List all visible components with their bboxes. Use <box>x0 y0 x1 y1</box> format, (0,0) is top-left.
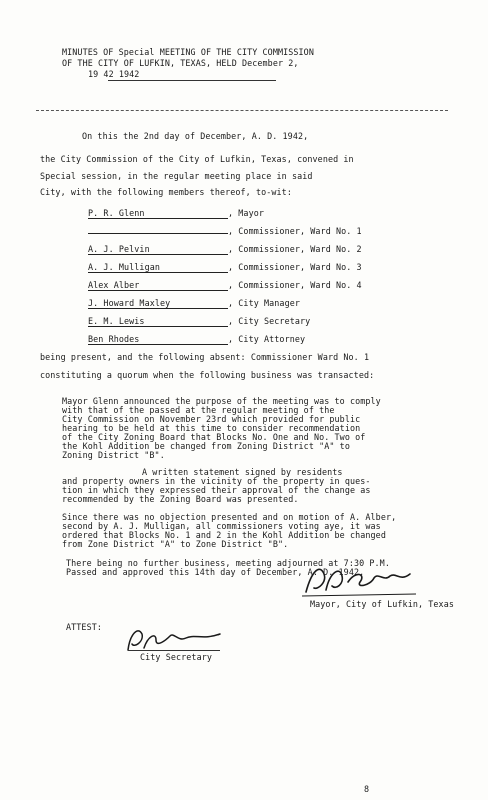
member-name: J. Howard Maxley <box>88 298 228 309</box>
mayor-signature <box>300 560 420 600</box>
body-p2-line: A written statement signed by residents <box>142 467 343 477</box>
present-line1: being present, and the following absent: Commissioner Ward No. 1 <box>40 352 370 362</box>
body-p4-line: There being no further business, meeting adjourned at 7:30 P.M. <box>66 558 390 568</box>
member-title: , Mayor <box>228 208 264 218</box>
body-p1-line: City Commission on November 23rd which provided for public <box>62 414 361 424</box>
body-p3-line: Since there was no objection presented and on motion of A. Alber, <box>62 512 397 522</box>
body-p3-line: second by A. J. Mulligan, all commissioners voting aye, it was <box>62 521 381 531</box>
member-row <box>88 244 362 255</box>
member-title: , Commissioner, Ward No. 1 <box>228 226 362 236</box>
minutes-header-line2: OF THE CITY OF LUFKIN, TEXAS, HELD December 2, <box>62 58 299 68</box>
member-title: , City Manager <box>228 298 300 308</box>
member-row <box>88 226 362 236</box>
member-row <box>88 208 264 219</box>
member-name: P. R. Glenn <box>88 208 228 219</box>
mayor-title: Mayor, City of Lufkin, Texas <box>310 599 454 609</box>
intro-line2: the City Commission of the City of Lufkin, Texas, convened in <box>40 154 354 164</box>
body-p1-line: hearing to be held at this time to consider recommendation <box>62 423 361 433</box>
intro-line1: On this the 2nd day of December, A. D. 1942, <box>82 131 309 141</box>
minutes-header-line3: 19 42 1942 <box>88 69 140 79</box>
member-name: A. J. Mulligan <box>88 262 228 273</box>
member-name: Ben Rhodes <box>88 334 228 345</box>
member-row <box>88 316 310 327</box>
body-p2-line: tion in which they expressed their approval of the change as <box>62 485 371 495</box>
secretary-title: City Secretary <box>140 652 212 662</box>
minutes-header-line1: MINUTES OF Special MEETING OF THE CITY COMMISSION <box>62 47 314 57</box>
attest-label: ATTEST: <box>66 622 102 632</box>
body-p3-line: from Zone District "A" to Zone District "B". <box>62 539 289 549</box>
header-underline <box>108 80 276 81</box>
member-title: , City Attorney <box>228 334 306 344</box>
member-name: A. J. Pelvin <box>88 244 228 255</box>
member-title: , Commissioner, Ward No. 2 <box>228 244 362 254</box>
header-divider <box>36 110 448 111</box>
member-name <box>88 233 228 234</box>
member-row <box>88 262 362 273</box>
page-marker: 8 <box>364 784 370 794</box>
member-name: Alex Alber <box>88 280 228 291</box>
member-row <box>88 280 362 291</box>
body-p3-line: ordered that Blocks No. 1 and 2 in the Kohl Addition be changed <box>62 530 386 540</box>
body-p1-line: of the City Zoning Board that Blocks No. One and No. Two of <box>62 432 366 442</box>
member-row <box>88 298 300 309</box>
intro-line4: City, with the following members thereof, to-wit: <box>40 187 292 197</box>
member-row <box>88 334 305 345</box>
member-title: , Commissioner, Ward No. 3 <box>228 262 362 272</box>
body-p1-line: Zoning District "B". <box>62 450 165 460</box>
body-p4-line: Passed and approved this 14th day of December, A. D. 1942. <box>66 567 365 577</box>
intro-line3: Special session, in the regular meeting place in said <box>40 171 313 181</box>
body-p1-line: with that of the passed at the regular meeting of the <box>62 405 335 415</box>
body-p1-line: the Kohl Addition be changed from Zoning District "A" to <box>62 441 350 451</box>
member-title: , Commissioner, Ward No. 4 <box>228 280 362 290</box>
present-line2: constituting a quorum when the following business was transacted: <box>40 370 375 380</box>
member-name: E. M. Lewis <box>88 316 228 327</box>
body-p2-line: recommended by the Zoning Board was presented. <box>62 494 299 504</box>
body-p2-line: and property owners in the vicinity of the property in ques- <box>62 476 371 486</box>
member-title: , City Secretary <box>228 316 311 326</box>
body-p1-line: Mayor Glenn announced the purpose of the meeting was to comply <box>62 396 381 406</box>
secretary-signature-line <box>128 650 220 651</box>
